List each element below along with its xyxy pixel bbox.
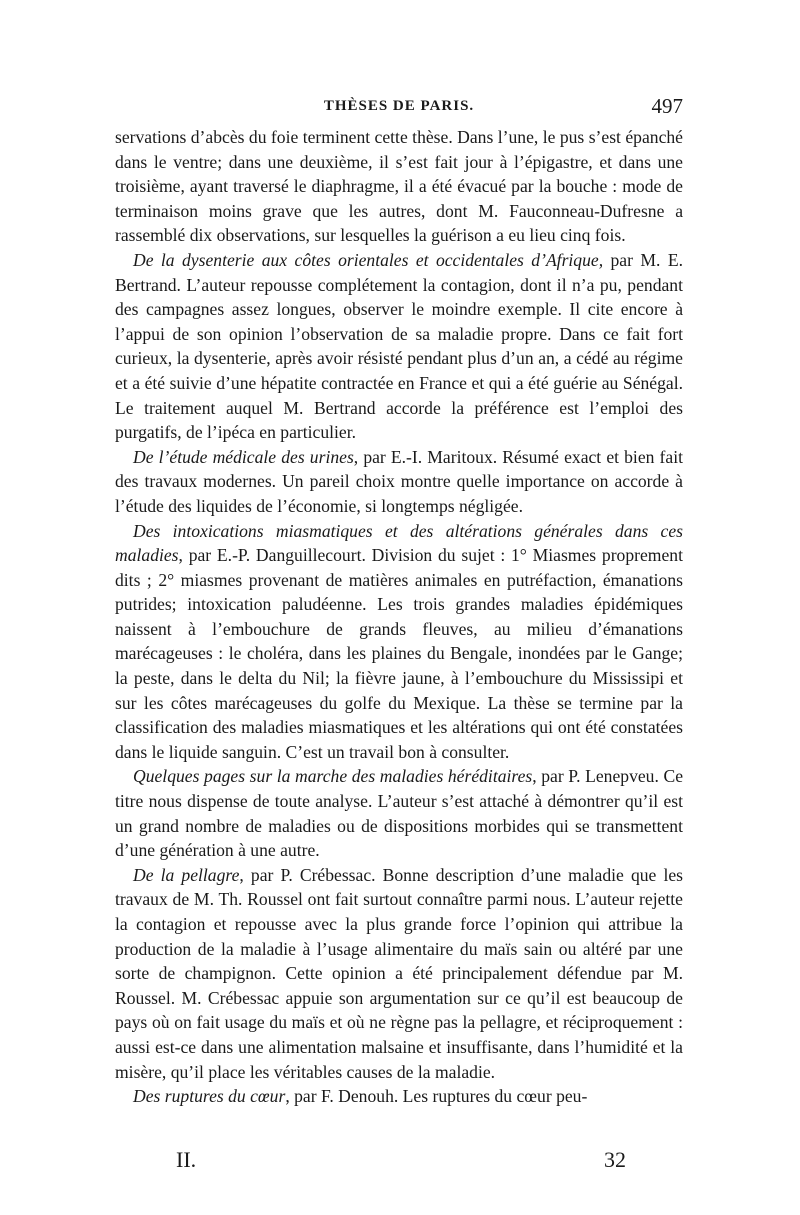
paragraph	[115, 863, 683, 1084]
thesis-title: Quelques pages sur la marche des maladies héréditaires	[133, 766, 533, 787]
paragraph	[115, 248, 683, 445]
thesis-title: De la pellagre	[133, 864, 240, 885]
paragraph-text: , par E.-P. Danguillecourt. Division du sujet : 1° Miasmes proprement dits ; 2° miasmes provenant de matières animales en putréfaction, émanations putrides; intoxication paludéenne. Les trois grandes maladies épidémiques naissent à l’embouchure de grands fleuves, au milieu d’émanations marécageuses : le choléra, dans les plaines du Bengale, inondées par le Gange; la peste, dans le delta du Nil; la fièvre jaune, à l’embouchure du Mississipi et sur les côtes marécageuses du golfe du Mexique. La thèse se termine par la classification des maladies miasmatiques et les altérations qui ont été constatées dans le liquide sanguin. C’est un travail bon à consulter.	[115, 545, 683, 762]
paragraph	[115, 445, 683, 519]
paragraph	[115, 1084, 683, 1109]
thesis-title: Des ruptures du cœur	[133, 1086, 286, 1107]
paragraph-text: par M. E. Bertrand. L’auteur repousse complétement la contagion, dont il n’a pu, pendant des campagnes assez longues, observer le moindre exemple. Il cite encore à l’appui de son opinion l’observation de sa maladie propre. Dans ce fait fort curieux, la dysenterie, après avoir résisté pendant plus d’un an, a cédé au régime et a été suivie d’une hépatite contractée en France et qui a été guérie au Sénégal. Le traitement auquel M. Bertrand accorde la préférence est l’emploi des purgatifs, de l’ipéca en particulier.	[115, 249, 683, 443]
sheet-number: 32	[604, 1147, 626, 1172]
paragraph-text: , par P. Crébessac. Bonne description d’une maladie que les travaux de M. Th. Roussel ont fait surtout connaître parmi nous. L’auteur rejette la contagion et repousse avec la plus grande force l’opinion qui attribue la production de la maladie à l’usage alimentaire du maïs sain ou altéré par une sorte de champignon. Cette opinion a été principalement défendue par M. Roussel. M. Crébessac appuie son argumentation sur ce qu’il est beaucoup de pays où on fait usage du maïs et où ne règne pas la pellagre, et réciproquement : aussi est-ce dans une alimentation malsaine et insuffisante, dans l’humidité et la misère, qu’il place les véritables causes de la maladie.	[115, 864, 683, 1082]
page-footer	[160, 1147, 630, 1175]
body-text	[115, 125, 683, 1109]
running-title: THÈSES DE PARIS.	[323, 98, 475, 114]
paragraph	[115, 125, 683, 248]
thesis-title: De la dysenterie aux côtes orientales et occidentales d’Afrique,	[133, 249, 604, 270]
page-header	[115, 94, 683, 122]
page-number: 497	[651, 94, 683, 118]
thesis-title: Des intoxications miasmatiques et des altérations générales dans ces maladies	[115, 520, 683, 566]
paragraph-text: , par F. Denouh. Les ruptures du cœur peu-	[285, 1086, 588, 1107]
paragraph-text: , par P. Lenepveu. Ce titre nous dispense de toute analyse. L’auteur s’est attaché à démontrer qu’il est un grand nombre de maladies ou de dispositions morbides qui se transmettent d’une génération à une autre.	[115, 766, 683, 861]
paragraph-text: servations d’abcès du foie terminent cette thèse. Dans l’une, le pus s’est épanché dans le ventre; dans une deuxième, il s’est fait jour à l’épigastre, et dans une troisième, ayant traversé le diaphragme, il a été évacué par la bouche : mode de terminaison moins grave que les autres, dont M. Fauconneau-Dufresne a rassemblé dix observations, sur lesquelles la guérison a eu lieu cinq fois.	[115, 127, 683, 246]
paragraph	[115, 764, 683, 862]
thesis-title: De l’étude médicale des urines	[133, 446, 354, 467]
paragraph-text: , par E.-I. Maritoux. Résumé exact et bien fait des travaux modernes. Un pareil choix montre quelle importance on accorde à l’étude des liquides de l’économie, si longtemps négligée.	[115, 446, 683, 516]
paragraph	[115, 519, 683, 765]
signature-mark: II.	[176, 1147, 197, 1172]
